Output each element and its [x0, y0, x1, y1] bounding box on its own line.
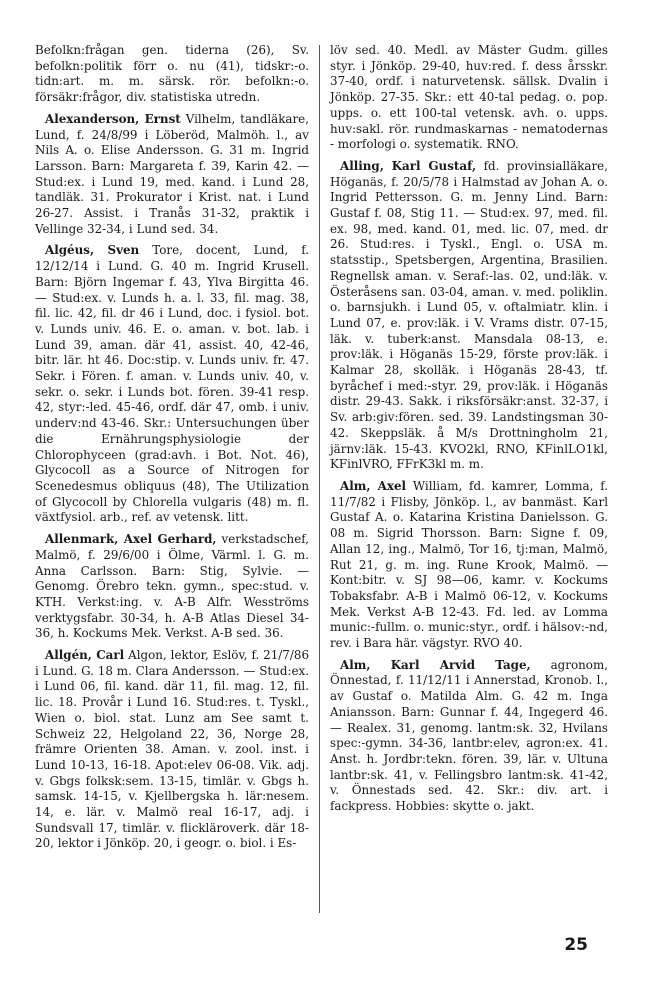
- entry-body: agronom, Önnestad, f. 11/12/11 i Annerstad, Kronob. l., av Gustaf o. Matilda Alm. G. 42 m. Inga Aniansson. Barn: Gunnar f. 44, Ingegerd 46. — Realex. 31, genomg. lantm:sk. 32, Hvilans spec:-gymn. 34-36, lantbr:elev, agron:ex. 41. Anst. h. Jordbr:tekn. fören. 39, lär. v. Ultuna lantbr:sk. 41, v. Fellingsbro lantm:sk. 41-42, v. Önnestads sed. 42. Skr.: div. art. i fackpress. Hobbies: skytte o. jakt.: [330, 657, 608, 814]
- entry-name: Alm, Axel: [340, 478, 407, 493]
- entry: [35, 648, 309, 852]
- entry-body: Vilhelm, tandläkare, Lund, f. 24/8/99 i Löberöd, Malmöh. l., av Nils A. o. Elise Andersson. G. 31 m. Ingrid Larsson. Barn: Margareta f. 39, Karin 42. — Stud:ex. i Lund 19, med. kand. i Lund 28, tandläk. 31. Prokurator i Krist. nat. i Lund 26-27. Assist. i Tranås 31-32, praktik i Vellinge 32-34, i Lund sed. 34.: [35, 111, 309, 236]
- entry-body: Befolkn:frågan gen. tiderna (26), Sv. befolkn:politik förr o. nu (41), tidskr:-o. tidn:art. m. m. särsk. rör. befolkn:-o. försäkr:frågor, div. statistiska utredn.: [35, 43, 309, 105]
- entry: [35, 243, 309, 526]
- entry-body: löv sed. 40. Medl. av Mäster Gudm. gilles styr. i Jönköp. 29-40, huv:red. f. dess årsskr. 37-40, ordf. i naturvetensk. sällsk. Dvalin i Jönköp. 27-35. Skr.: ett 40-tal pedag. o. pop. upps. o. ett 100-tal vetensk. avh. o. upps. huv:sakl. rör. rundmaskarnas - nematodernas - morfologi o. systematik. RNO.: [330, 43, 608, 152]
- entry: [330, 658, 608, 815]
- entry: [330, 159, 608, 473]
- entry-body: Tore, docent, Lund, f. 12/12/14 i Lund. G. 40 m. Ingrid Krusell. Barn: Björn Ingemar f. 43, Ylva Birgitta 46. — Stud:ex. v. Lunds h. a. l. 33, fil. mag. 38, fil. lic. 42, fil. dr 46 i Lund, doc. i fysiol. bot. v. Lunds univ. 46. E. o. aman. v. bot. lab. i Lund 39, aman. där 41, assist. 40, 42-46, bitr. lär. ht 46. Doc:stip. v. Lunds univ. fr. 47. Sekr. i Fören. f. aman. v. Lunds univ. 40, v. sekr. o. sekr. i Lunds bot. fören. 39-41 resp. 42, styr:-led. 45-46, ordf. där 47, omb. i univ. underv:nd 43-46. Skr.: Untersuchungen über die Ernährungsphysiologie der Chlorophyceen (grad:avh. i Bot. Not. 46), Glycocoll as a Source of Nitrogen for Scenedesmus obliquus (48), The Utilization of Glycocoll by Chlorella vulgaris (48) m. fl. växtfysiol. arb., ref. av vetensk. litt.: [35, 243, 310, 525]
- entry: [35, 532, 309, 642]
- entry-name: Allenmark, Axel Gerhard,: [45, 532, 217, 547]
- entry-body: verkstadschef, Malmö, f. 29/6/00 i Ölme, Värml. l. G. m. Anna Carlsson. Barn: Stig, Sylvie. — Genomg. Örebro tekn. gymn., spec:stud. v. KTH. Verkst:ing. v. A-B Alfr. Wesströms verktygsfabr. 30-34, h. A-B Atlas Diesel 34-36, h. Kockums Mek. Verkst. A-B sed. 36.: [35, 532, 309, 641]
- entry: [330, 479, 608, 652]
- entry-name: Alexanderson, Ernst: [45, 111, 181, 126]
- entry-name: Allgén, Carl: [45, 648, 125, 663]
- entry: [330, 43, 608, 153]
- entry-name: Alm, Karl Arvid Tage,: [340, 657, 531, 672]
- entry: [35, 43, 309, 106]
- entry-body: William, fd. kamrer, Lomma, f. 11/7/82 i Flisby, Jönköp. l., av banmäst. Karl Gustaf A. o. Katarina Kristina Danielsson. G. 08 m. Sigrid Thorsson. Barn: Signe f. 09, Allan 12, ing., Malmö, Tor 16, tj:man, Malmö, Rut 21, g. m. ing. Rune Krook, Malmö. — Kont:bitr. v. SJ 98—06, kamr. v. Kockums Tobaksfabr. A-B i Malmö 06-12, v. Kockums Mek. Verkst A-B 12-43. Fd. led. av Lomma munic:-fullm. o. munic:styr., ordf. i hälsov:-nd, rev. i Bara här. vägstyr. RVO 40.: [330, 478, 608, 651]
- column-divider: [319, 45, 320, 913]
- right-column: [330, 43, 608, 821]
- entry: [35, 112, 309, 238]
- left-column: [35, 43, 309, 858]
- entry-body: fd. provinsialläkare, Höganäs, f. 20/5/78 i Halmstad av Johan A. o. Ingrid Pettersson. G. m. Jenny Lind. Barn: Gustaf f. 08, Stig 11. — Stud:ex. 97, med. fil. ex. 98, med. kand. 01, med. lic. 07, med. dr 26. Stud:res. i Tyskl., Engl. o. USA m. statsstip., Spetsbergen, Argentina, Brasilien. Regnellsk aman. v. Seraf:-las. 02, und:läk. v. Österåsens san. 03-04, aman. v. med. poliklin. o. barnsjukh. i Lund 05, v. oftalmiatr. klin. i Lund 07, e. prov:läk. i V. Vrams distr. 07-15, läk. v. tuberk:anst. Mansdala 08-13, e. prov:läk. i Höganäs 15-29, förste prov:läk. i Kalmar 28, skolläk. i Höganäs 28-43, tf. byråchef i med:-styr. 29, prov:läk. i Höganäs distr. 29-43. Sakk. i riksförsäkr:anst. 32-37, i Sv. arb:giv:fören. sed. 39. Landstingsman 30-42. Skeppsläk. å M/s Drottningholm 21, järnv:läk. 15-43. KVO2kl, RNO, KFinlLO1kl, KFinlVRO, FFrK3kl m. m.: [330, 158, 608, 472]
- page-number: 25: [564, 935, 588, 955]
- entry-name: Alling, Karl Gustaf,: [340, 158, 477, 173]
- entry-name: Algéus, Sven: [45, 243, 140, 258]
- entry-body: Algon, lektor, Eslöv, f. 21/7/86 i Lund. G. 18 m. Clara Andersson. — Stud:ex. i Lund 06, fil. kand. där 11, fil. mag. 12, fil. lic. 18. Provår i Lund 16. Stud:res. t. Tyskl., Wien o. biol. stat. Lunz am See samt t. Schweiz 22, Helgoland 22, 36, Norge 28, främre Orienten 38. Aman. v. zool. inst. i Lund 10-13, 16-18. Apot:elev 06-08. Vik. adj. v. Gbgs folksk:sem. 13-15, timlär. v. Gbgs h. samsk. 14-15, v. Kjellbergska h. lär:nesem. 14, e. lär. v. Malmö real 16-17, adj. i Sundsvall 17, timlär. v. flickläroverk. där 18-20, lektor i Jönköp. 20, i geogr. o. biol. i Es-: [35, 648, 310, 851]
